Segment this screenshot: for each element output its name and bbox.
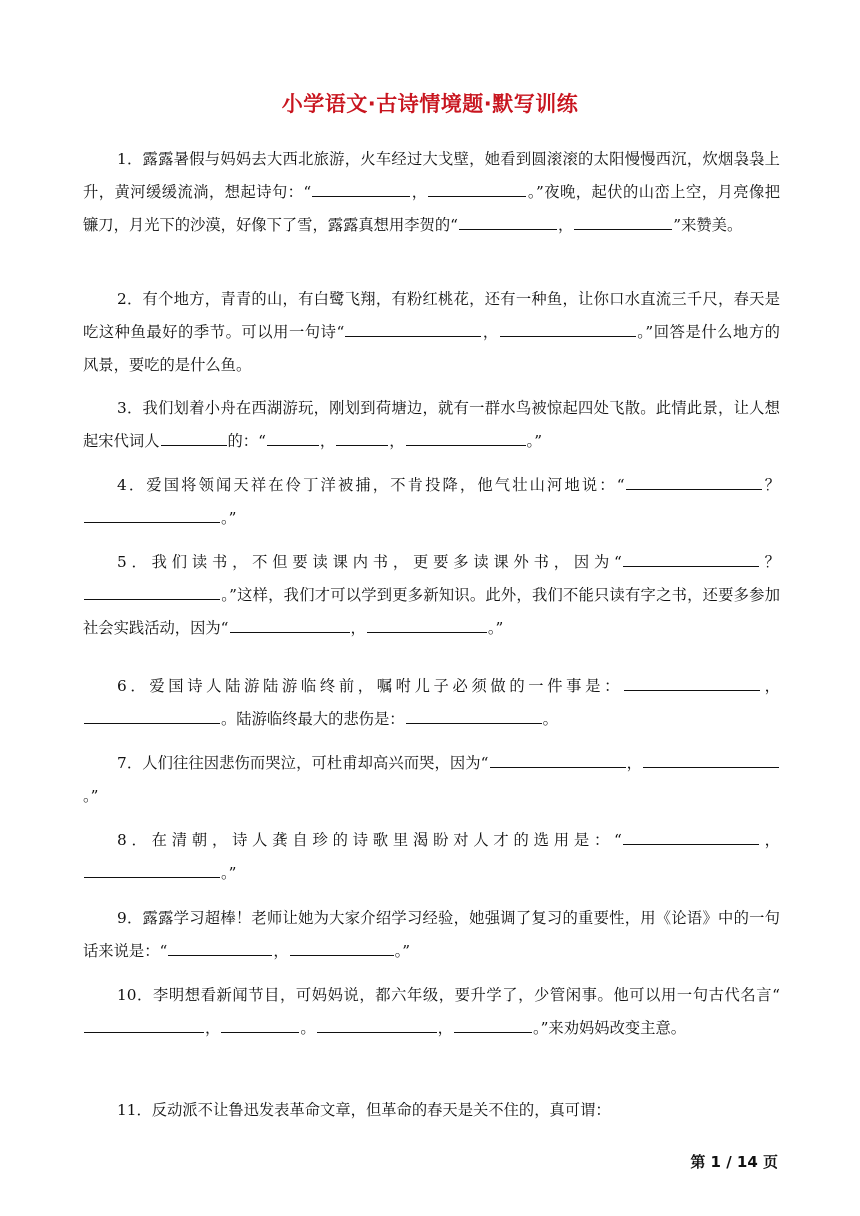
- answer-blank[interactable]: [406, 722, 542, 724]
- answer-blank[interactable]: [490, 766, 626, 768]
- answer-blank[interactable]: [428, 195, 526, 197]
- question-5: 5．我们读书，不但要读课内书，更要多读课外书，因为“ ？。”这样，我们才可以学到更多新知识。此外，我们不能只读有字之书，还要多参加社会实践活动，因为“ ， 。”: [83, 553, 780, 637]
- answer-blank[interactable]: [267, 444, 319, 446]
- page-title: 小学语文·古诗情境题·默写训练: [281, 92, 579, 116]
- answer-blank[interactable]: [367, 631, 487, 633]
- answer-blank[interactable]: [406, 444, 526, 446]
- answer-blank[interactable]: [312, 195, 410, 197]
- question-2: 2．有个地方，青青的山，有白鹭飞翔，有粉红桃花，还有一种鱼，让你口水直流三千尺，春天是吃这种鱼最好的季节。可以用一句诗“ ， 。”回答是什么地方的风景，要吃的是什么鱼。: [83, 290, 780, 374]
- answer-blank[interactable]: [221, 1031, 299, 1033]
- answer-blank[interactable]: [317, 1031, 437, 1033]
- question-9: 9．露露学习超棒！老师让她为大家介绍学习经验，她强调了复习的重要性，用《论语》中的一句话来说是：“ ， 。”: [83, 909, 780, 960]
- answer-blank[interactable]: [290, 954, 394, 956]
- answer-blank[interactable]: [500, 335, 636, 337]
- answer-blank[interactable]: [623, 843, 759, 845]
- answer-blank[interactable]: [459, 228, 557, 230]
- answer-blank[interactable]: [84, 598, 220, 600]
- answer-blank[interactable]: [84, 876, 220, 878]
- question-6: 6．爱国诗人陆游陆游临终前，嘱咐儿子必须做的一件事是： ，。陆游临终最大的悲伤是： 。: [83, 670, 780, 736]
- question-10: 10．李明想看新闻节目，可妈妈说，都六年级，要升学了，少管闲事。他可以用一句古代名言“， 。 ， 。”来劝妈妈改变主意。: [83, 979, 780, 1045]
- question-8: 8．在清朝，诗人龚自珍的诗歌里渴盼对人才的选用是：“ ，。”: [83, 824, 780, 890]
- answer-blank[interactable]: [345, 335, 481, 337]
- answer-blank[interactable]: [161, 444, 227, 446]
- answer-blank[interactable]: [84, 722, 220, 724]
- question-3: 3．我们划着小舟在西湖游玩，刚划到荷塘边，就有一群水鸟被惊起四处飞散。此情此景，让人想起宋代词人 的：“ ， ， 。”: [83, 399, 780, 450]
- question-11: 11．反动派不让鲁迅发表革命文章，但革命的春天是关不住的，真可谓：: [117, 1101, 611, 1119]
- answer-blank[interactable]: [626, 488, 762, 490]
- answer-blank[interactable]: [84, 1031, 204, 1033]
- answer-blank[interactable]: [624, 689, 760, 691]
- page-number: 第 1 / 14 页: [690, 1153, 778, 1171]
- answer-blank[interactable]: [168, 954, 272, 956]
- question-1: 1．露露暑假与妈妈去大西北旅游，火车经过大戈壁，她看到圆滚滚的太阳慢慢西沉，炊烟袅袅上升，黄河缓缓流淌，想起诗句：“ ， 。”夜晚，起伏的山峦上空，月亮像把镰刀，月光下的沙漠，好像下了雪，露露真想用李贺的“ ， ”来赞美。: [83, 150, 780, 234]
- question-7: 7．人们往往因悲伤而哭泣，可杜甫却高兴而哭，因为“ ，。”: [83, 747, 780, 813]
- answer-blank[interactable]: [574, 228, 672, 230]
- answer-blank[interactable]: [643, 766, 779, 768]
- answer-blank[interactable]: [623, 565, 759, 567]
- answer-blank[interactable]: [84, 521, 220, 523]
- answer-blank[interactable]: [454, 1031, 532, 1033]
- question-4: 4．爱国将领闻天祥在伶丁洋被捕，不肯投降，他气壮山河地说：“ ？。”: [83, 469, 780, 535]
- answer-blank[interactable]: [230, 631, 350, 633]
- answer-blank[interactable]: [336, 444, 388, 446]
